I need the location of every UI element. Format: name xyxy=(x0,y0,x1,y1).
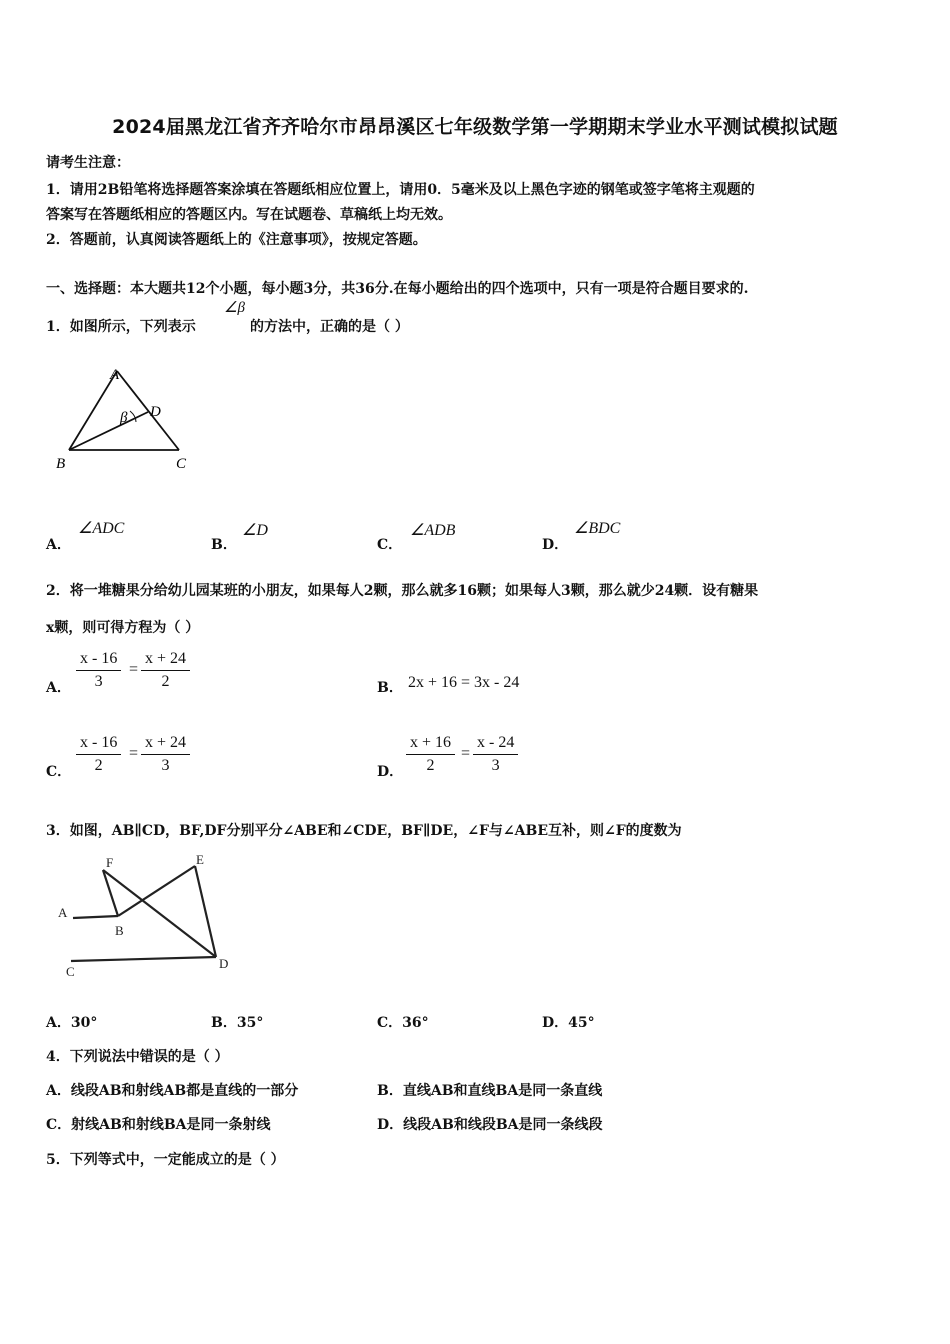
q1-label-c: C xyxy=(176,456,187,472)
q1-stem-b: 的方法中，正确的是（ ） xyxy=(250,319,409,335)
q3-ray-cd xyxy=(71,957,216,961)
q3-option-b-text: 35° xyxy=(236,1015,264,1031)
q3-option-b xyxy=(211,1012,263,1032)
q5-stem: 5．下列等式中，一定能成立的是（ ） xyxy=(46,1152,285,1168)
q2-c-equals: = xyxy=(129,745,139,762)
q2-option-a-fraction-1 xyxy=(76,648,121,693)
q3-label-b: B xyxy=(115,923,124,938)
q4-option-d: D．线段AB和线段BA是同一条线段 xyxy=(377,1117,603,1133)
q1-label-b: B xyxy=(56,456,66,472)
notice-line-2: 2．答题前，认真阅读答题纸上的《注意事项》，按规定答题。 xyxy=(46,232,427,248)
q2-stem-a: 2．将一堆糖果分给幼儿园某班的小朋友，如果每人2颗，那么就多16颗；如果每人3颗，那么就少24颗．设有糖果 xyxy=(46,583,759,599)
q3-label-c: C xyxy=(66,964,75,979)
q2-option-d-fraction-2 xyxy=(473,732,518,777)
q2-d-equals: = xyxy=(461,745,471,762)
q1-option-d-text: ∠BDC xyxy=(574,520,621,537)
q3-label-d: D xyxy=(219,956,229,971)
q2-c-numerator-1: x - 16 xyxy=(76,732,121,755)
q2-option-a-letter: A． xyxy=(46,680,71,696)
q2-option-d-fraction-1 xyxy=(406,732,455,777)
q2-option-a-fraction-2 xyxy=(141,648,190,693)
page-title: 2024届黑龙江省齐齐哈尔市昂昂溪区七年级数学第一学期期末学业水平测试模拟试题 xyxy=(112,116,838,138)
q2-option-c-fraction-1 xyxy=(76,732,121,777)
notice-heading: 请考生注意： xyxy=(46,155,130,171)
notice-line-1: 1．请用2B铅笔将选择题答案涂填在答题纸相应位置上，请用0．5毫米及以上黑色字迹的钢笔或签字笔将主观题的 xyxy=(46,182,755,198)
q3-option-d xyxy=(542,1012,595,1032)
q1-option-b-letter: B． xyxy=(211,537,237,553)
q1-option-d-letter: D． xyxy=(542,537,569,553)
q4-option-a: A．线段AB和射线AB都是直线的一部分 xyxy=(46,1083,299,1099)
q2-d-numerator-1: x + 16 xyxy=(406,732,455,755)
section-heading: 一、选择题：本大题共12个小题，每小题3分，共36分.在每小题给出的四个选项中，只有一项是符合题目要求的. xyxy=(46,281,749,297)
q3-parallel-lines-figure xyxy=(52,848,242,980)
q2-d-denominator-1: 2 xyxy=(426,757,435,774)
q3-label-f: F xyxy=(106,855,114,870)
q3-option-a xyxy=(46,1012,97,1032)
q2-a-denominator-2: 2 xyxy=(161,673,170,690)
q2-d-denominator-2: 3 xyxy=(491,757,500,774)
q2-option-c-fraction-2 xyxy=(141,732,190,777)
q2-option-b-text: 2x + 16 = 3x - 24 xyxy=(408,674,520,691)
q1-label-a: A xyxy=(110,367,120,383)
q3-label-e: E xyxy=(196,852,204,867)
q1-option-a-letter: A． xyxy=(46,537,71,553)
q1-triangle-figure xyxy=(50,362,200,474)
q1-option-c-text: ∠ADB xyxy=(410,522,456,539)
q1-stem-a: 1．如图所示，下列表示 xyxy=(46,319,196,335)
q3-label-a: A xyxy=(58,905,68,920)
q3-ray-ab xyxy=(73,916,118,918)
q2-c-denominator-1: 2 xyxy=(94,757,103,774)
q1-option-a-text: ∠ADC xyxy=(78,520,125,537)
q1-label-d: D xyxy=(150,404,161,420)
q3-option-c xyxy=(377,1012,429,1032)
q2-stem-b: x颗，则可得方程为（ ） xyxy=(46,620,200,636)
q1-label-beta: β xyxy=(120,410,128,426)
q3-option-d-letter: D． xyxy=(542,1015,569,1031)
q2-option-b-letter: B． xyxy=(377,680,403,696)
q1-option-c-letter: C． xyxy=(377,537,403,553)
q3-option-a-text: 30° xyxy=(70,1015,98,1031)
q3-option-b-letter: B． xyxy=(211,1015,237,1031)
notice-line-1b: 答案写在答题纸相应的答题区内。写在试题卷、草稿纸上均无效。 xyxy=(46,207,452,223)
q2-c-denominator-2: 3 xyxy=(161,757,170,774)
q4-option-b: B．直线AB和直线BA是同一条直线 xyxy=(377,1083,603,1099)
q4-stem: 4．下列说法中错误的是（ ） xyxy=(46,1049,229,1065)
q3-stem: 3．如图，AB∥CD，BF,DF分别平分∠ABE和∠CDE，BF∥DE，∠F与∠ABE互补，则∠F的度数为 xyxy=(46,823,682,839)
q1-option-b-text: ∠D xyxy=(242,522,268,539)
q2-option-d-letter: D． xyxy=(377,764,404,780)
q2-a-equals: = xyxy=(129,661,139,678)
q2-option-c-letter: C． xyxy=(46,764,72,780)
q2-c-numerator-2: x + 24 xyxy=(141,732,190,755)
q2-a-numerator-1: x - 16 xyxy=(76,648,121,671)
q3-option-d-text: 45° xyxy=(568,1015,595,1031)
q2-a-numerator-2: x + 24 xyxy=(141,648,190,671)
q3-option-c-letter: C． xyxy=(377,1015,403,1031)
q1-stem-symbol: ∠β xyxy=(224,300,245,316)
q4-option-c: C．射线AB和射线BA是同一条射线 xyxy=(46,1117,271,1133)
q3-option-c-text: 36° xyxy=(402,1015,429,1031)
q2-a-denominator-1: 3 xyxy=(94,673,103,690)
q3-option-a-letter: A． xyxy=(46,1015,71,1031)
q2-d-numerator-2: x - 24 xyxy=(473,732,518,755)
